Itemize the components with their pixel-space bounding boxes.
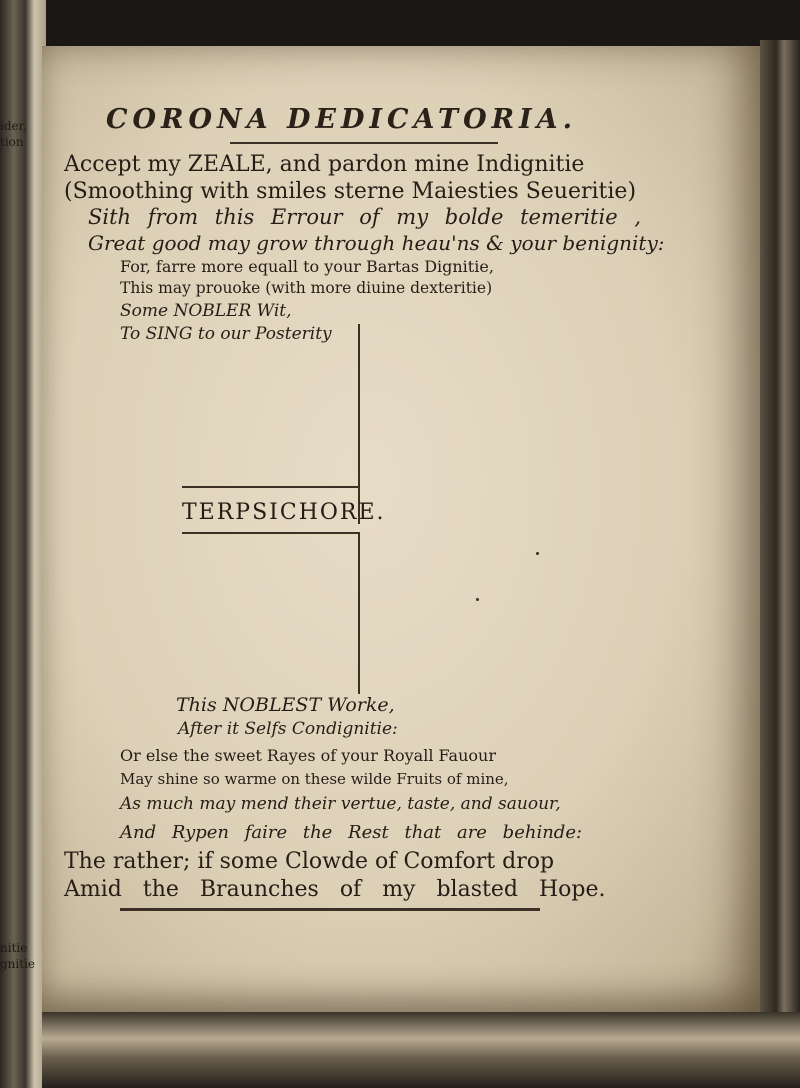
poem-line: Or else the sweet Rayes of your Royall Fauour [120, 746, 496, 765]
facing-page-edge [0, 0, 46, 1088]
facing-page-fragment: ider, [0, 119, 27, 133]
poem-line: After it Selfs Condignitie: [178, 719, 398, 739]
poem-line: (Smoothing with smiles sterne Maiesties Seueritie) [64, 179, 637, 204]
facing-page-fragment: tion [0, 135, 24, 149]
facing-page-fragment: gnitie [0, 957, 36, 971]
closing-rule [120, 908, 540, 911]
poem-line: The rather; if some Clowde of Comfort drop [64, 849, 555, 874]
ink-speck [536, 552, 539, 555]
heading-bottom-rule [182, 532, 360, 534]
title-rule [230, 142, 498, 144]
ink-speck [476, 598, 479, 601]
acrostic-stem-rule [358, 534, 360, 694]
poem-line: Great good may grow through heau'ns & your benignity: [88, 231, 665, 255]
poem-line: Amid the Braunches of my blasted Hope. [64, 877, 606, 902]
poem-line: Accept my ZEALE, and pardon mine Indignitie [64, 152, 585, 177]
poem-line: This NOBLEST Worke, [176, 694, 395, 716]
poem-line: For, farre more equall to your Bartas Dignitie, [120, 257, 494, 276]
acrostic-stem-rule [358, 324, 360, 524]
poem-line: Some NOBLER Wit, [120, 301, 292, 321]
poem-line: And Rypen faire the Rest that are behinde: [120, 822, 583, 843]
poem-line: May shine so warme on these wilde Fruits of mine, [120, 770, 509, 788]
heading-top-rule [182, 486, 360, 488]
section-heading: TERPSICHORE. [182, 500, 386, 525]
page-title: CORONA DEDICATORIA. [106, 104, 578, 135]
poem-line: Sith from this Errour of my bolde temeritie , [88, 205, 641, 229]
book-binding-edge [760, 40, 800, 1020]
poem-line: To SING to our Posterity [120, 324, 332, 344]
page-bottom-edge [42, 1012, 800, 1088]
poem-line: This may prouoke (with more diuine dexteritie) [120, 279, 493, 297]
facing-page-fragment: nitie [0, 941, 28, 955]
poem-line: As much may mend their vertue, taste, and sauour, [120, 794, 561, 814]
